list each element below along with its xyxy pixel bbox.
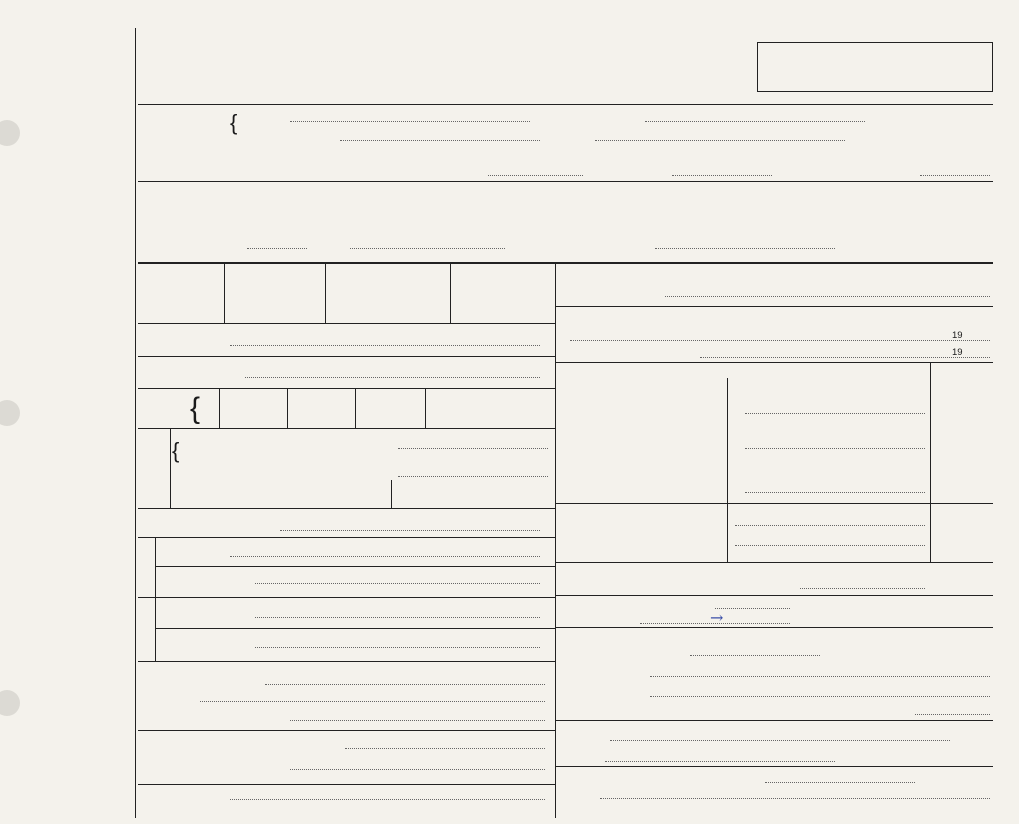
punch-hole bbox=[0, 690, 20, 716]
center-divider bbox=[555, 263, 556, 818]
attended-nineteen-2: 19 bbox=[952, 330, 963, 341]
punch-hole bbox=[0, 400, 20, 426]
punch-hole bbox=[0, 120, 20, 146]
form-left-border bbox=[135, 28, 136, 818]
registration-number-box bbox=[757, 42, 993, 92]
